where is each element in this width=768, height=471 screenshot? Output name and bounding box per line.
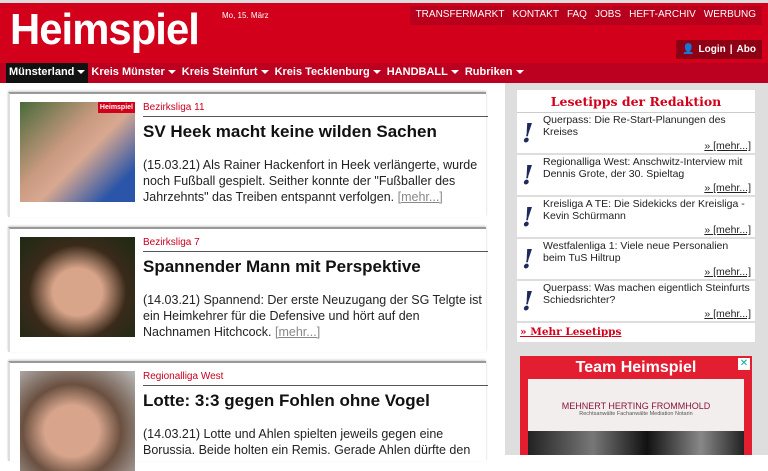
login-link[interactable]: Login <box>698 44 726 55</box>
tip-item[interactable] <box>517 113 755 155</box>
article-card <box>8 227 486 352</box>
tip-item[interactable] <box>517 239 755 281</box>
article-title[interactable]: Spannender Mann mit Perspektive <box>143 257 421 276</box>
heimspiel-badge: Heimspiel <box>99 104 133 111</box>
article-teaser: (14.03.21) Lotte und Ahlen spielten jeweils gegen eine Borussia. Beide holten ein Remis. Gerade Ahlen dürfte den <box>143 427 471 457</box>
caret-down-icon <box>373 70 381 74</box>
nav-label: HANDBALL <box>386 66 448 78</box>
ad-content <box>528 379 744 455</box>
exclamation-icon: ! <box>522 203 534 233</box>
nav-kreis-tecklenburg[interactable] <box>272 63 384 83</box>
caret-down-icon <box>168 70 176 74</box>
close-icon[interactable]: ✕ <box>739 358 749 369</box>
link-kontakt[interactable]: KONTAKT <box>512 9 559 20</box>
nav-label: Kreis Münster <box>91 66 165 78</box>
tip-text[interactable]: Westfalenliga 1: Viele neue Personalien beim TuS Hiltrup <box>543 240 729 264</box>
tip-more-link[interactable]: » [mehr...] <box>704 182 751 194</box>
tip-item[interactable] <box>517 155 755 197</box>
link-heft-archiv[interactable]: HEFT-ARCHIV <box>629 9 696 20</box>
nav-label: Kreis Steinfurt <box>181 66 258 78</box>
link-jobs[interactable]: JOBS <box>594 9 622 20</box>
tip-text[interactable]: Querpass: Was machen eigentlich Steinfurts Schiedsrichter? <box>543 282 750 306</box>
exclamation-icon: ! <box>522 287 534 317</box>
article-card <box>8 361 486 461</box>
nav-label: Kreis Tecklenburg <box>274 66 370 78</box>
ad-firm: MEHNERT HERTING FROMMHOLD <box>561 401 711 411</box>
tip-more-link[interactable]: » [mehr...] <box>704 140 751 152</box>
ad-title: Team Heimspiel <box>575 359 697 376</box>
caret-down-icon <box>77 70 85 74</box>
article-category[interactable]: Regionalliga West <box>143 371 488 386</box>
tip-text[interactable]: Regionalliga West: Anschwitz-Interview mit Dennis Grote, der 30. Spieltag <box>543 156 743 180</box>
main-nav <box>0 63 768 83</box>
tip-item[interactable] <box>517 197 755 239</box>
caret-down-icon <box>261 70 269 74</box>
tip-more-link[interactable]: » [mehr...] <box>704 266 751 278</box>
ad-banner[interactable] <box>520 356 752 455</box>
article-image[interactable] <box>20 371 135 471</box>
top-links <box>410 6 762 25</box>
nav-kreis-steinfurt[interactable] <box>179 63 272 83</box>
exclamation-icon: ! <box>522 245 534 275</box>
caret-down-icon <box>451 70 459 74</box>
teaser-text: (15.03.21) Als Rainer Hackenfort in Heek verlängerte, wurde noch Fußball gespielt. Seither konnte der "Fußballer des Jahrzehnts" das Treiben entspannt verfolgen. <box>143 158 478 204</box>
tip-text[interactable]: Kreisliga A TE: Die Sidekicks der Kreisliga - Kevin Schürmann <box>543 198 745 222</box>
article-image[interactable] <box>20 237 135 337</box>
user-icon: 👤 <box>682 44 695 55</box>
article-category[interactable]: Bezirksliga 11 <box>143 102 488 117</box>
exclamation-icon: ! <box>522 161 534 191</box>
more-lesetipps-link[interactable]: » Mehr Lesetipps <box>520 326 622 338</box>
ad-subtitle: Rechtsanwälte Fachanwälte Mediation Notarin <box>579 411 693 417</box>
nav-muensterland[interactable] <box>6 63 88 83</box>
current-date: Mo, 15. März <box>222 11 269 20</box>
nav-rubriken[interactable] <box>462 63 527 83</box>
article-teaser <box>143 157 488 205</box>
link-werbung[interactable]: WERBUNG <box>703 9 756 20</box>
tip-more-link[interactable]: » [mehr...] <box>704 308 751 320</box>
site-logo[interactable]: Heimspiel <box>10 5 199 54</box>
exclamation-icon: ! <box>522 119 534 149</box>
nav-handball[interactable] <box>384 63 462 83</box>
abo-link[interactable]: Abo <box>736 44 756 55</box>
tip-text[interactable]: Querpass: Die Re-Start-Planungen des Kreises <box>543 114 726 138</box>
more-link[interactable]: [mehr...] <box>275 325 321 339</box>
nav-label: Münsterland <box>9 66 75 78</box>
site-header <box>0 0 768 63</box>
nav-kreis-muenster[interactable] <box>88 63 178 83</box>
separator: | <box>729 44 733 55</box>
article-image[interactable] <box>20 102 135 202</box>
link-transfermarkt[interactable]: TRANSFERMARKT <box>415 9 505 20</box>
article-title[interactable]: SV Heek macht keine wilden Sachen <box>143 122 437 141</box>
more-link[interactable]: [mehr...] <box>397 190 443 204</box>
article-teaser <box>143 292 488 340</box>
article-title[interactable]: Lotte: 3:3 gegen Fohlen ohne Vogel <box>143 391 430 410</box>
login-area <box>676 40 762 59</box>
caret-down-icon <box>516 70 524 74</box>
article-category[interactable]: Bezirksliga 7 <box>143 237 488 252</box>
ad-photo <box>528 431 744 455</box>
tip-item[interactable] <box>517 281 755 323</box>
article-card <box>8 92 486 217</box>
lesetipps-box <box>517 90 755 342</box>
lesetipps-title: Lesetipps der Redaktion <box>517 90 755 113</box>
tip-more-link[interactable]: » [mehr...] <box>704 224 751 236</box>
link-faq[interactable]: FAQ <box>566 9 587 20</box>
nav-label: Rubriken <box>464 66 513 78</box>
teaser-text: (14.03.21) Spannend: Der erste Neuzugang der SG Telgte ist ein Heimkehrer für die Defensive und hört auf den Nachnamen Hitchcock. <box>143 293 482 339</box>
